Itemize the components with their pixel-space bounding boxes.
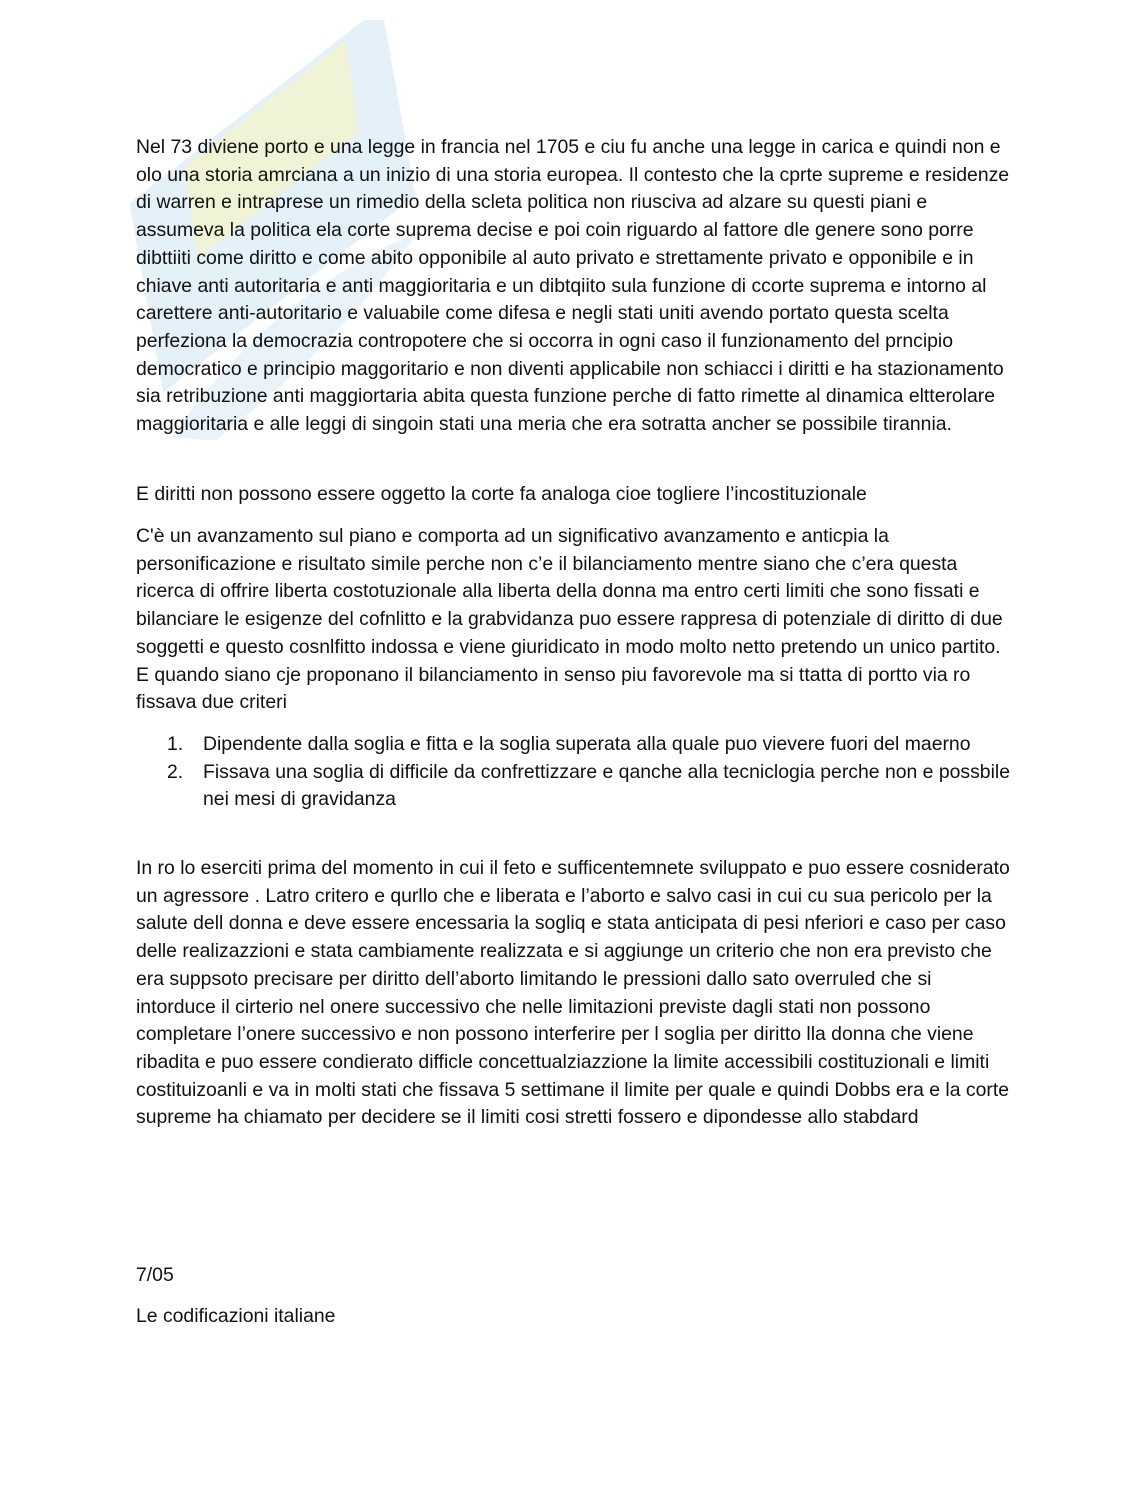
list-item-text: Fissava una soglia di difficile da confrettizzare e qanche alla tecniclogia perche non e possbile nei mesi di gravidanza xyxy=(203,760,1010,811)
paragraph-3: C'è un avanzamento sul piano e comporta ad un significativo avanzamento e anticpia la personificazione e risultato simile perche non c’e il bilanciamento mentre siano che c’era questa ricerca di offrire liberta costotuzionale alla liberta della donna ma entro certi limiti che sono fissati e bilanciare le esigenze del cofnlitto e la grabvidanza puo essere rappresa di potenziale di diritto di due soggetti e questo cosnlfitto indossa e viene giuridicato in modo molto netto pretendo un unico partito. E quando siano cje proponano il bilanciamento in senso piu favorevole ma si ttatta di portto via ro fissava due criteri xyxy=(136,525,1003,714)
date-label: 7/05 xyxy=(136,1264,174,1286)
list-item-number: 2. xyxy=(167,760,184,783)
paragraph-1: Nel 73 diviene porto e una legge in francia nel 1705 e ciu fu anche una legge in carica e quindi non e olo una storia amrciana a un inizio di una storia europea. Il contesto che la cprte supreme e residenze di warren e intraprese un rimedio della scleta politica non riusciva ad alzare su questi piani e assumeva la politica ela corte suprema decise e poi coin riguardo al fattore dle genere sono porre dibttiiti come diritto e come abito opponibile al auto privato e strettamente privato e opponibile e in chiave anti autoritaria e anti maggioritaria e un dibtqiito sula funzione di ccorte suprema e intorno al carettere anti-autoritario e valuabile come difesa e negli stati uniti avendo portato questa scelta perfeziona la democrazia contropotere che si occorra in ogni caso il funzionamento del prncipio democratico e principio maggoritario e non diventi applicabile non schiacci i diritti e ha stazionamento sia retribuzione anti maggiortaria abita questa funzione perche di fatto rimette al dinamica eltterolare maggioritaria e alle leggi di singoin stati una meria che era sotratta ancher se possibile tirannia. xyxy=(136,136,1010,436)
paragraph-2: E diritti non possono essere oggetto la corte fa analoga cioe togliere l’incostituzionale xyxy=(136,483,867,505)
section-title: Le codificazioni italiane xyxy=(136,1305,336,1327)
list-item xyxy=(136,759,1016,814)
list-item-number: 1. xyxy=(167,733,184,755)
list-item xyxy=(136,731,1016,759)
paragraph-4: In ro lo eserciti prima del momento in cui il feto e sufficentemnete sviluppato e puo essere cosniderato un agressore . Latro critero e qurllo che e liberata e l’aborto e salvo casi in cui cu sua pericolo per la salute dell donna e deve essere encessaria la sogliq e stata anticipata di pesi nferiori e caso per caso delle realizazzioni e stata cambiamente realizzata e si aggiunge un criterio che non era previsto che era suppsoto precisare per diritto dell’aborto limitando le pressioni dallo sato overruled che si intorduce il cirterio nel onere successivo che nelle limitazioni previste dagli stati non possono completare l’onere successivo e non possono interferire per l soglia per diritto lla donna che viene ribadita e puo essere condierato difficle concettualziazzione la limite accessibili costituzionali e limiti costituizoanli e va in molti stati che fissava 5 settimane il limite per quale e quindi Dobbs era e la corte supreme ha chiamato per decidere se il limiti cosi stretti fossero e dipondesse allo stabdard xyxy=(136,857,1010,1129)
criteria-list xyxy=(136,731,1016,814)
document-body xyxy=(136,134,1016,1327)
list-item-text: Dipendente dalla soglia e fitta e la soglia superata alla quale puo vievere fuori del maerno xyxy=(203,733,971,755)
